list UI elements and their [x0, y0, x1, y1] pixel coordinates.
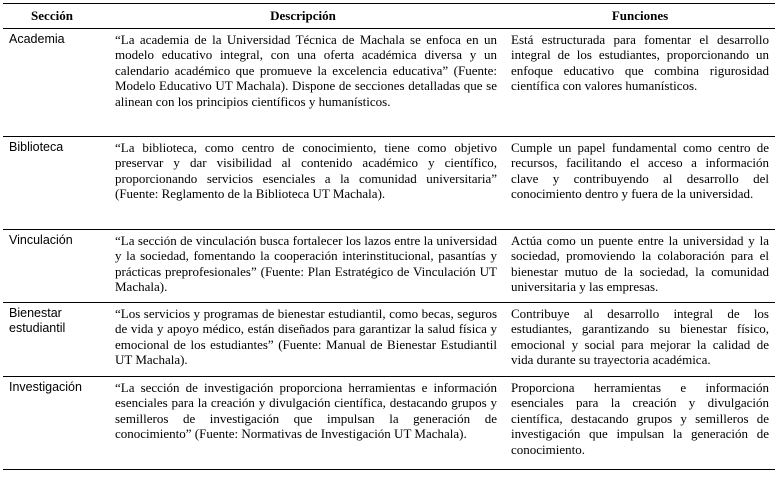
header-funciones: Funciones: [505, 4, 775, 29]
cell-seccion: Academia: [3, 28, 101, 136]
cell-funciones: Contribuye al desarrollo integral de los estudiantes, garantizando su bienestar físico, emocional y social para mejorar la calidad de vida durante su trayectoria académica.: [505, 302, 775, 376]
cell-seccion: Investigación: [3, 376, 101, 469]
table-row-bienestar: [3, 302, 775, 376]
cell-descripcion: “La biblioteca, como centro de conocimiento, tiene como objetivo preservar y dar visibilidad al contenido académico y científico, proporcionando servicios esenciales a la comunidad universitaria” (Fuente: Reglamento de la Biblioteca UT Machala).: [101, 136, 505, 229]
cell-funciones: Proporciona herramientas e información esenciales para la creación y divulgación científica, destacando grupos y semilleros de investigación que impulsan la generación de conocimiento.: [505, 376, 775, 469]
cell-funciones: Está estructurada para fomentar el desarrollo integral de los estudiantes, proporcionando un enfoque educativo que combina rigurosidad científica con valores humanísticos.: [505, 28, 775, 136]
table-header: [3, 4, 775, 29]
header-row: [3, 4, 775, 29]
header-seccion: Sección: [3, 4, 101, 29]
cell-seccion: Biblioteca: [3, 136, 101, 229]
table-row-investigacion: [3, 376, 775, 469]
cell-funciones: Actúa como un puente entre la universidad y la sociedad, promoviendo la colaboración para el bienestar mutuo de la sociedad, la comunidad universitaria y las empresas.: [505, 229, 775, 302]
table-body: [3, 28, 775, 469]
cell-seccion: Bienestar estudiantil: [3, 302, 101, 376]
header-descripcion: Descripción: [101, 4, 505, 29]
cell-descripcion: “Los servicios y programas de bienestar estudiantil, como becas, seguros de vida y apoyo médico, están diseñados para garantizar la salud física y emocional de los estudiantes” (Fuente: Manual de Bienestar Estudiantil UT Machala).: [101, 302, 505, 376]
sections-table: [3, 3, 775, 470]
cell-descripcion: “La sección de investigación proporciona herramientas e información esenciales para la creación y divulgación científica, destacando grupos y semilleros de investigación que impulsan la generación de conocimiento” (Fuente: Normativas de Investigación UT Machala).: [101, 376, 505, 469]
cell-descripcion: “La academia de la Universidad Técnica de Machala se enfoca en un modelo educativo integral, con una oferta académica diversa y un calendario académico que promueve la excelencia educativa” (Fuente: Modelo Educativo UT Machala). Dispone de secciones detalladas que se alinean con los principios científicos y humanísticos.: [101, 28, 505, 136]
table-row-academia: [3, 28, 775, 136]
cell-seccion: Vinculación: [3, 229, 101, 302]
cell-descripcion: “La sección de vinculación busca fortalecer los lazos entre la universidad y la sociedad, fomentando la cooperación interinstitucional, pasantías y prácticas preprofesionales” (Fuente: Plan Estratégico de Vinculación UT Machala).: [101, 229, 505, 302]
table-row-vinculacion: [3, 229, 775, 302]
table-row-biblioteca: [3, 136, 775, 229]
cell-funciones: Cumple un papel fundamental como centro de recursos, facilitando el acceso a información clave y contribuyendo al desarrollo del conocimiento dentro y fuera de la universidad.: [505, 136, 775, 229]
